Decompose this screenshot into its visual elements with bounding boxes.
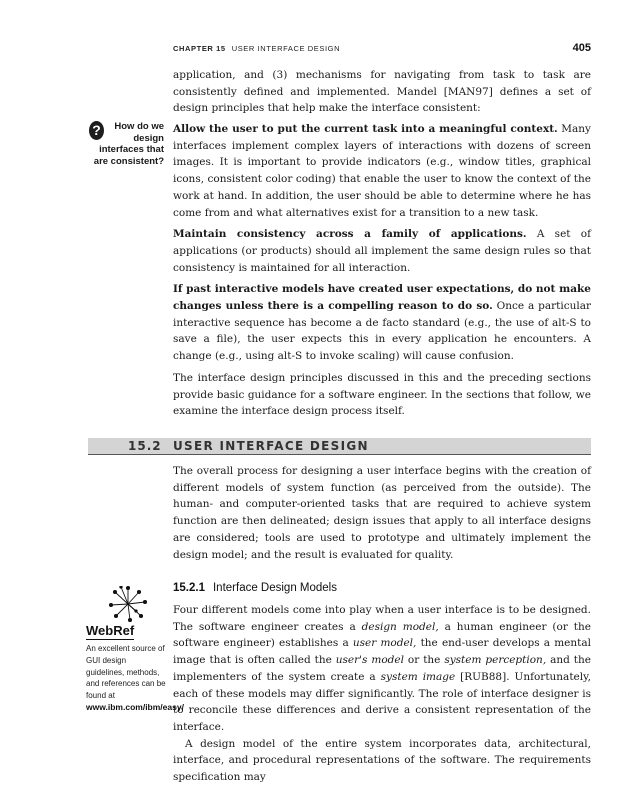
margin-question-text: How do we design interfaces that are consistent? xyxy=(93,121,164,167)
principles-block xyxy=(173,121,591,420)
chapter-label xyxy=(173,44,340,53)
italic-term: user model, xyxy=(352,637,417,650)
intro-paragraph: application, and (3) mechanisms for navigating from task to task are consistently defined and implemented. Mandel [MAN97] defines a set of design principles that help make the interface consistent: xyxy=(173,69,591,115)
chapter-title: USER INTERFACE DESIGN xyxy=(231,44,341,53)
section-paragraph: The overall process for designing a user interface begins with the creation of different models of system function (as perceived from the outside). The human- and computer-oriented tasks that are required to achieve system function are then delineated; design issues that apply to all interface designs are considered; tools are used to prototype and ultimately implement the design model; and the result is evaluated for quality. xyxy=(173,465,591,561)
principle-heading: Maintain consistency across a family of applications. xyxy=(173,228,527,241)
webref-note xyxy=(86,586,184,714)
body-text: the end-user develops a mental image that is often called the xyxy=(173,637,592,667)
body-text: a human engineer (or the software engineer) establishes a xyxy=(173,620,591,650)
chapter-number: CHAPTER 15 xyxy=(173,44,226,53)
page-number: 405 xyxy=(572,42,591,54)
subsection-body xyxy=(173,602,591,786)
subsection-title: Interface Design Models xyxy=(212,582,337,594)
italic-term: design model, xyxy=(361,620,439,633)
body-text: or the xyxy=(403,654,445,667)
principle-heading: If past interactive models have created user expectations, do not make changes unless there is a compelling reason to do so. xyxy=(173,283,591,313)
italic-term: system perception, xyxy=(444,654,547,667)
body-text: and the implementers of the system create a xyxy=(173,654,591,683)
intro-block xyxy=(173,67,591,117)
question-mark-icon: ? xyxy=(89,121,104,140)
subsection-heading xyxy=(173,582,337,594)
subsection-paragraph xyxy=(173,602,591,736)
webref-title: WebRef xyxy=(86,623,135,638)
principle-paragraph xyxy=(173,226,591,276)
webref-link[interactable]: www.ibm.com/ibm/easy/ xyxy=(86,701,184,712)
principle-text: Once a particular interactive sequence has become a de facto standard (e.g., the use of alt-S to save a file), the user expects this in every application he encounters. A change (e.g., using alt-S to invoke scaling) will cause confusion. xyxy=(173,300,591,363)
body-text: [RUB88]. Unfortunately, each of these models may differ significantly. The role of interface designer is to reconcile these differences and derive a consistent representation of the interface. xyxy=(173,670,591,733)
italic-term: user's model xyxy=(335,654,404,667)
section-body xyxy=(173,463,591,563)
principle-paragraph xyxy=(173,281,591,365)
principle-paragraph xyxy=(173,121,591,221)
closing-paragraph: The interface design principles discussed in this and the preceding sections provide basic guidance for a software engineer. In the sections that follow, we examine the interface design process itself. xyxy=(173,371,591,418)
section-title: USER INTERFACE DESIGN xyxy=(173,439,369,453)
subsection-paragraph: A design model of the entire system incorporates data, architectural, interface, and procedural representations of the software. The requirements specification may xyxy=(173,737,591,784)
body-text: Four different models come into play when a user interface is to be designed. The software engineer creates a xyxy=(173,604,591,633)
italic-term: system image xyxy=(380,670,456,683)
section-number: 15.2 xyxy=(128,439,162,453)
subsection-number: 15.2.1 xyxy=(173,582,205,594)
webref-starburst-icon xyxy=(108,586,148,622)
principle-text: A set of applications (or products) should all implement the same design rules so that consistency is maintained for all interaction. xyxy=(173,228,591,274)
principle-text: Many interfaces implement complex layers of interactions with dozens of screen images. It is important to provide indicators (e.g., window titles, graphical icons, consistent color coding) that enable the user to know the context of the work at hand. In addition, the user should be able to determine where he has come from and what alternatives exist for a transition to a new task. xyxy=(173,123,591,219)
margin-question-note xyxy=(86,121,164,167)
section-heading-bar xyxy=(88,438,591,455)
webref-text: An excellent source of GUI design guidelines, methods, and references can be found at xyxy=(86,644,166,701)
principle-heading: Allow the user to put the current task into a meaningful context. xyxy=(173,123,558,135)
page-header xyxy=(173,42,591,56)
